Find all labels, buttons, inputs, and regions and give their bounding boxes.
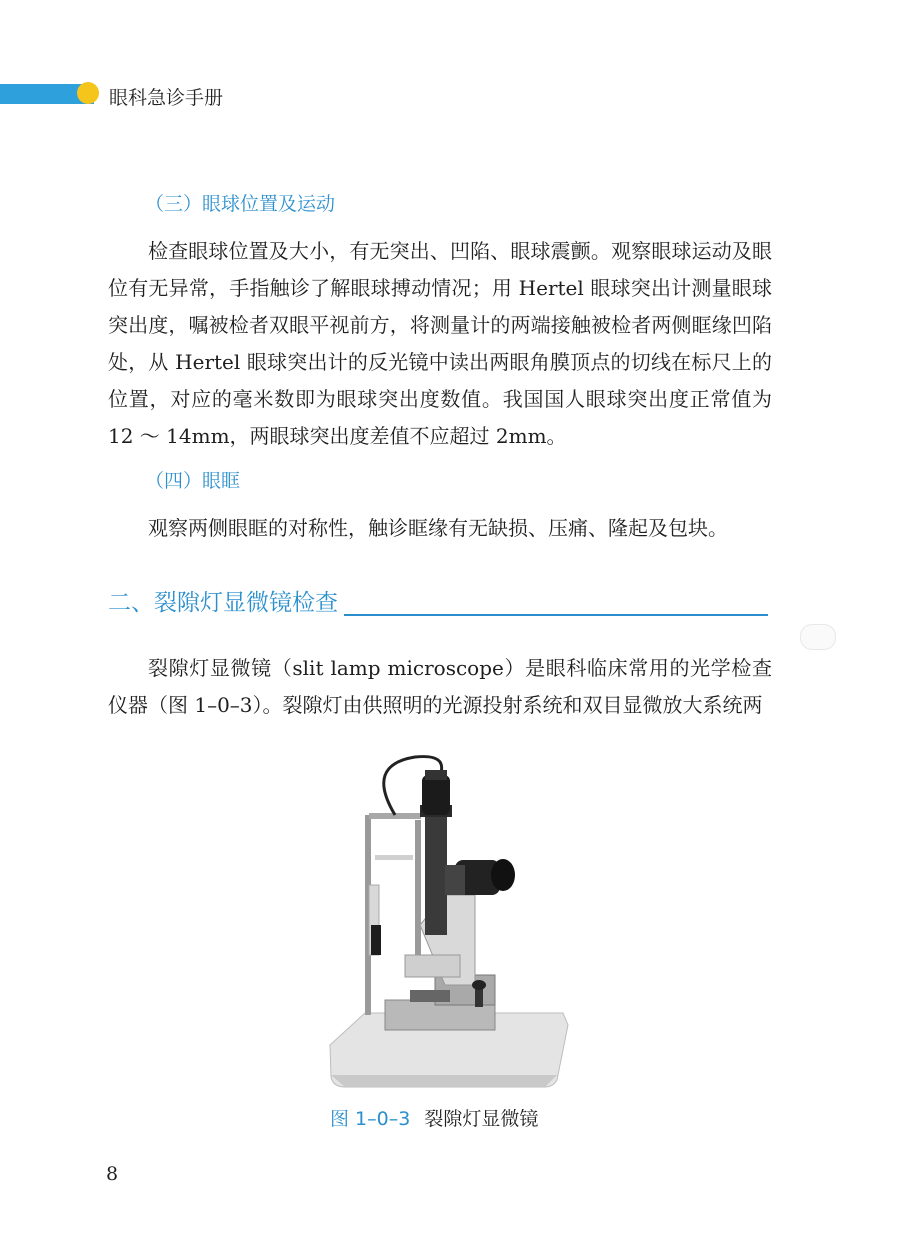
page-number: 8 <box>106 1163 119 1185</box>
book-title: 眼科急诊手册 <box>109 87 224 109</box>
section-2-title: 二、裂隙灯显微镜检查 <box>108 590 344 616</box>
header-dot-icon <box>77 82 99 104</box>
slit-lamp-image <box>325 745 570 1090</box>
subsection-3-title: （三）眼球位置及运动 <box>145 193 336 215</box>
subsection-4-body: 观察两侧眼眶的对称性，触诊眶缘有无缺损、压痛、隆起及包块。 <box>148 516 728 540</box>
subsection-3-body: 检查眼球位置及大小，有无突出、凹陷、眼球震颤。观察眼球运动及眼位有无异常，手指触诊了解眼球搏动情况；用 Hertel 眼球突出计测量眼球突出度，嘱被检者双眼平视前方，将测量计的两端接触被检者两侧眶缘凹陷处，从 Hertel 眼球突出计的反光镜中读出两眼角膜顶点的切线在标尺上的位置，对应的毫米数即为眼球突出度数值。我国国人眼球突出度正常值为 12 ～ 14mm，两眼球突出度差值不应超过 2mm。 <box>108 239 772 448</box>
figure-caption <box>330 1104 538 1131</box>
subsection-4-title: （四）眼眶 <box>145 470 241 492</box>
side-bookmark-tab <box>800 624 836 650</box>
figure-caption-text: 裂隙灯显微镜 <box>424 1108 539 1130</box>
slit-lamp-figure <box>325 745 570 1090</box>
section-2-body: 裂隙灯显微镜（slit lamp microscope）是眼科临床常用的光学检查仪器（图 1–0–3）。裂隙灯由供照明的光源投射系统和双目显微放大系统两 <box>108 656 772 717</box>
section-2-heading <box>108 584 768 616</box>
figure-number: 图 1–0–3 <box>330 1108 411 1130</box>
